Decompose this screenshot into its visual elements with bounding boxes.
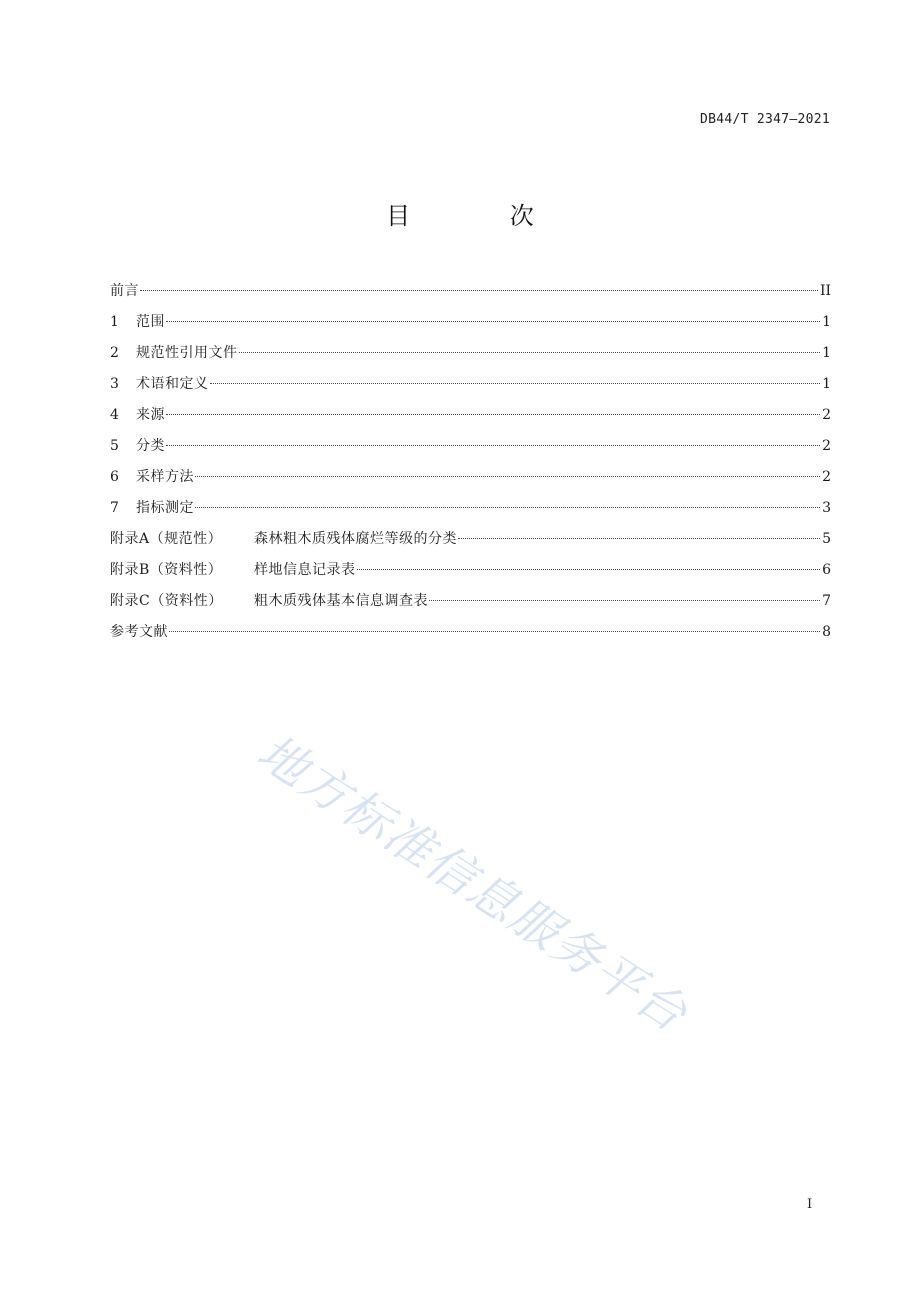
toc-entry-label: 前言: [110, 283, 139, 299]
toc-entry-page: II: [819, 283, 831, 299]
toc-entry[interactable]: [110, 528, 831, 559]
toc-dot-leader: [458, 538, 820, 539]
toc-entry-number: 2: [110, 345, 120, 361]
toc-entry[interactable]: [110, 311, 831, 342]
toc-entry-page: 2: [822, 407, 831, 423]
toc-entry-label: 术语和定义: [136, 376, 209, 392]
toc-dot-leader: [195, 476, 820, 477]
toc-entry[interactable]: [110, 404, 831, 435]
toc-dot-leader: [357, 569, 821, 570]
toc-entry[interactable]: [110, 280, 831, 311]
toc-dot-leader: [239, 352, 821, 353]
toc-entry-page: 5: [822, 531, 831, 547]
watermark: 地方标准信息服务平台: [247, 724, 698, 1044]
toc-entry-page: 2: [822, 438, 831, 454]
toc-dot-leader: [140, 290, 818, 291]
toc-entry-number: 7: [110, 500, 120, 516]
toc-entry[interactable]: [110, 342, 831, 373]
toc-entry-label: 参考文献: [110, 624, 168, 640]
toc-entry-number: 5: [110, 438, 120, 454]
toc-entry-label: 森林粗木质残体腐烂等级的分类: [254, 531, 457, 547]
toc-entry-label: 来源: [136, 407, 165, 423]
toc-dot-leader: [169, 631, 820, 632]
toc-entry[interactable]: [110, 621, 831, 652]
toc-entry-page: 3: [822, 500, 831, 516]
page-number: I: [807, 1197, 813, 1212]
table-of-contents: [110, 280, 831, 652]
toc-entry[interactable]: [110, 373, 831, 404]
document-code: DB44/T 2347—2021: [699, 112, 830, 127]
toc-entry-page: 8: [822, 624, 831, 640]
toc-entry-label: 规范性引用文件: [136, 345, 238, 361]
toc-entry-number: 6: [110, 469, 120, 485]
toc-entry-page: 1: [822, 376, 831, 392]
toc-entry-label: 分类: [136, 438, 165, 454]
toc-entry-page: 1: [822, 314, 831, 330]
toc-entry-number: 附录B（资料性）: [110, 562, 223, 578]
toc-entry-number: 附录A（规范性）: [110, 531, 223, 547]
toc-dot-leader: [195, 507, 820, 508]
toc-entry-label: 指标测定: [136, 500, 194, 516]
toc-title: 目 次: [386, 202, 580, 230]
toc-entry-number: 附录C（资料性）: [110, 593, 223, 609]
toc-entry[interactable]: [110, 559, 831, 590]
toc-entry[interactable]: [110, 497, 831, 528]
toc-entry-label: 采样方法: [136, 469, 194, 485]
toc-dot-leader: [210, 383, 821, 384]
toc-entry-number: 1: [110, 314, 120, 330]
toc-entry-page: 1: [822, 345, 831, 361]
toc-entry-number: 4: [110, 407, 120, 423]
toc-dot-leader: [429, 600, 820, 601]
toc-entry-number: 3: [110, 376, 120, 392]
toc-entry-page: 2: [822, 469, 831, 485]
toc-entry-page: 6: [822, 562, 831, 578]
toc-entry[interactable]: [110, 590, 831, 621]
toc-entry[interactable]: [110, 435, 831, 466]
toc-dot-leader: [166, 321, 820, 322]
toc-dot-leader: [166, 414, 820, 415]
toc-entry-label: 样地信息记录表: [254, 562, 356, 578]
toc-entry-page: 7: [822, 593, 831, 609]
toc-entry[interactable]: [110, 466, 831, 497]
toc-dot-leader: [166, 445, 820, 446]
toc-entry-label: 粗木质残体基本信息调查表: [254, 593, 428, 609]
toc-entry-label: 范围: [136, 314, 165, 330]
